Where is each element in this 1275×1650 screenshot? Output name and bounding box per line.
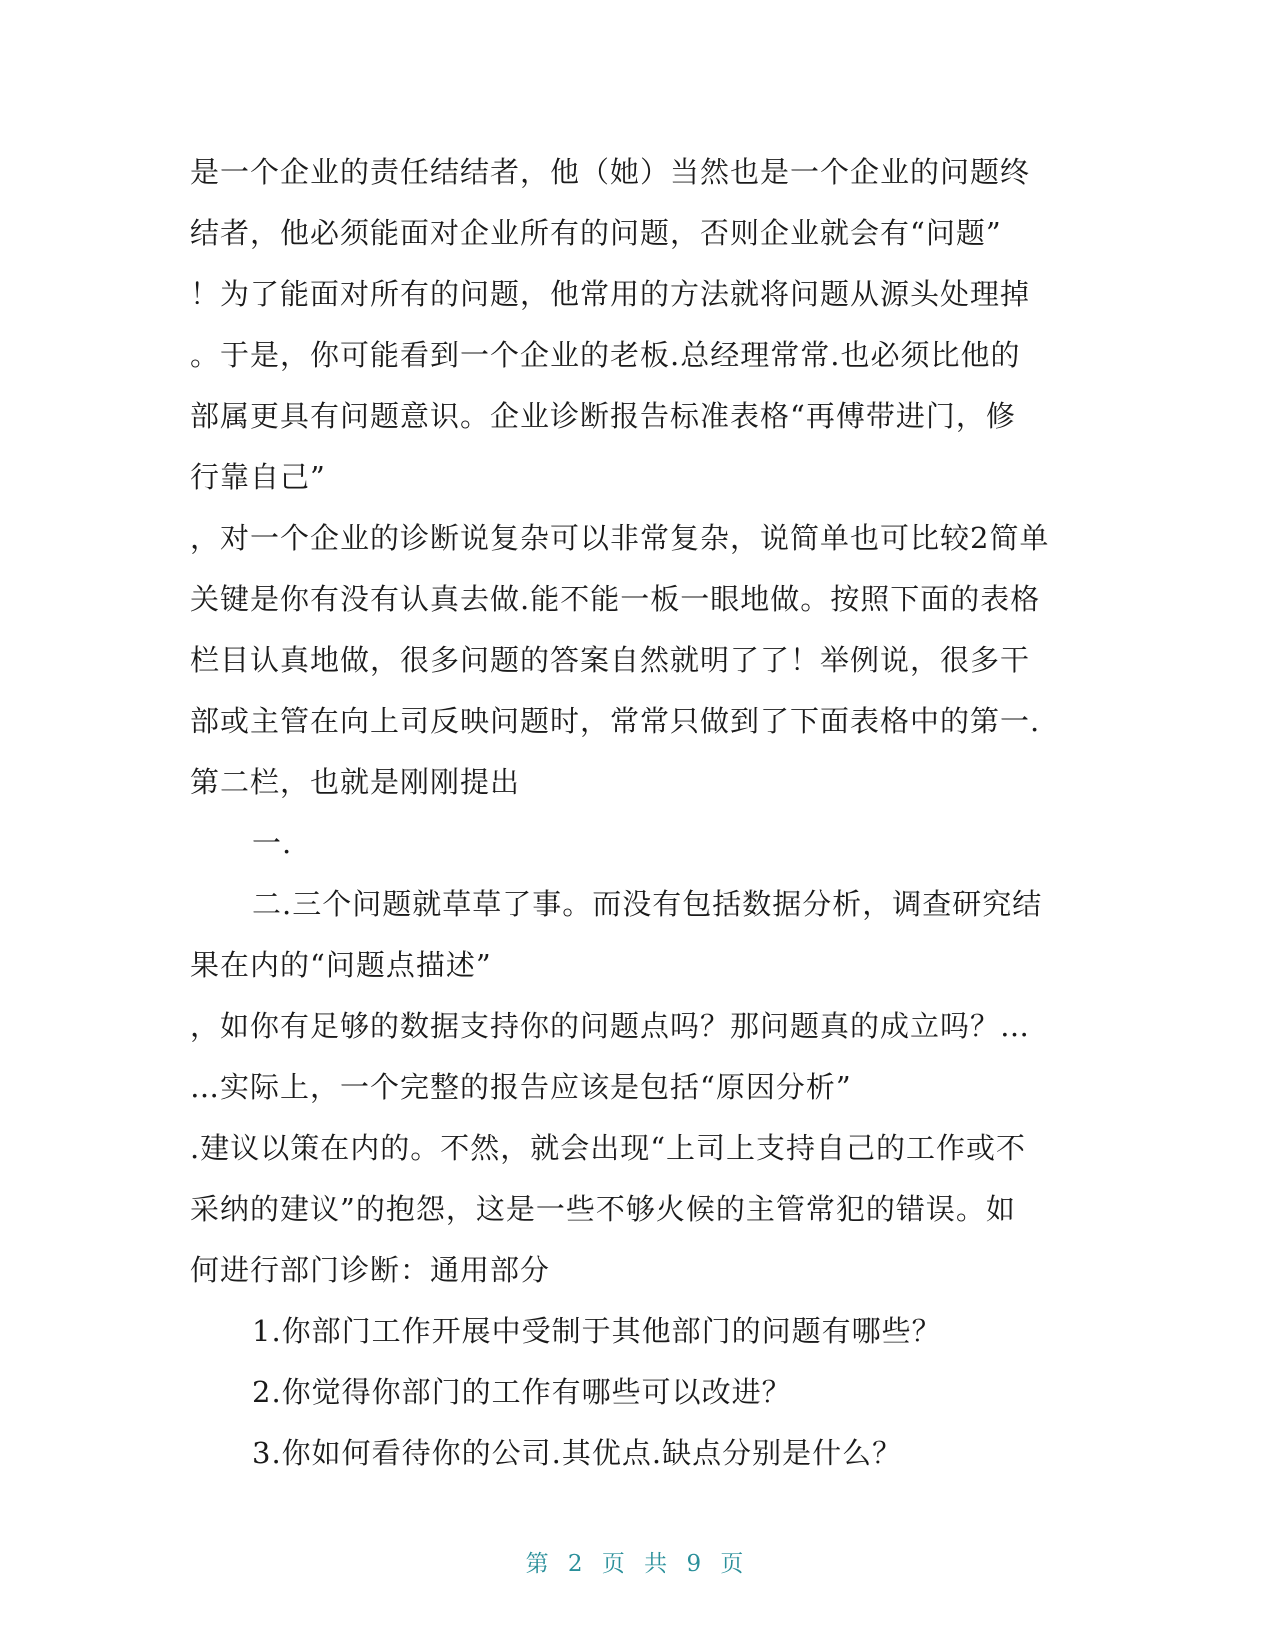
text-line: 采纳的建议”的抱怨，这是一些不够火候的主管常犯的错误。如 — [190, 1192, 1016, 1226]
text-line: .建议以策在内的。不然，就会出现“上司上支持自己的工作或不 — [190, 1131, 1027, 1165]
text-line: 部属更具有问题意识。企业诊断报告标准表格“再傅带进门，修 — [190, 399, 1016, 433]
text-line: ，如你有足够的数据支持你的问题点吗？那问题真的成立吗？… — [190, 1009, 1031, 1043]
text-line: 是一个企业的责任结结者，他（她）当然也是一个企业的问题终 — [190, 155, 1031, 189]
text-line: ！为了能面对所有的问题，他常用的方法就将问题从源头处理掉 — [190, 277, 1031, 311]
text-line: 行靠自己” — [190, 460, 326, 494]
list-item: 3.你如何看待你的公司.其优点.缺点分别是什么？ — [252, 1436, 903, 1470]
text-line: ，对一个企业的诊断说复杂可以非常复杂，说简单也可比较2简单 — [190, 521, 1050, 555]
page-number-footer: 第 2 页 共 9 页 — [525, 1551, 750, 1577]
text-line: 结者，他必须能面对企业所有的问题，否则企业就会有“问题” — [190, 216, 1002, 250]
text-line: 何进行部门诊断：通用部分 — [190, 1253, 551, 1287]
text-line: 一. — [252, 826, 293, 860]
text-line: 果在内的“问题点描述” — [190, 948, 492, 982]
text-line: 部或主管在向上司反映问题时，常常只做到了下面表格中的第一. — [190, 704, 1041, 738]
list-item: 1.你部门工作开展中受制于其他部门的问题有哪些？ — [252, 1314, 942, 1348]
text-line: 。于是，你可能看到一个企业的老板.总经理常常.也必须比他的 — [190, 338, 1021, 372]
list-item: 2.你觉得你部门的工作有哪些可以改进？ — [252, 1375, 792, 1409]
text-line: 二.三个问题就草草了事。而没有包括数据分析，调查研究结 — [252, 887, 1043, 921]
text-line: 第二栏，也就是刚刚提出 — [190, 765, 521, 799]
text-line: 关键是你有没有认真去做.能不能一板一眼地做。按照下面的表格 — [190, 582, 1041, 616]
document-body — [190, 142, 1090, 1484]
text-line: …实际上，一个完整的报告应该是包括“原因分析” — [190, 1070, 852, 1104]
text-line: 栏目认真地做，很多问题的答案自然就明了了！举例说，很多干 — [190, 643, 1031, 677]
